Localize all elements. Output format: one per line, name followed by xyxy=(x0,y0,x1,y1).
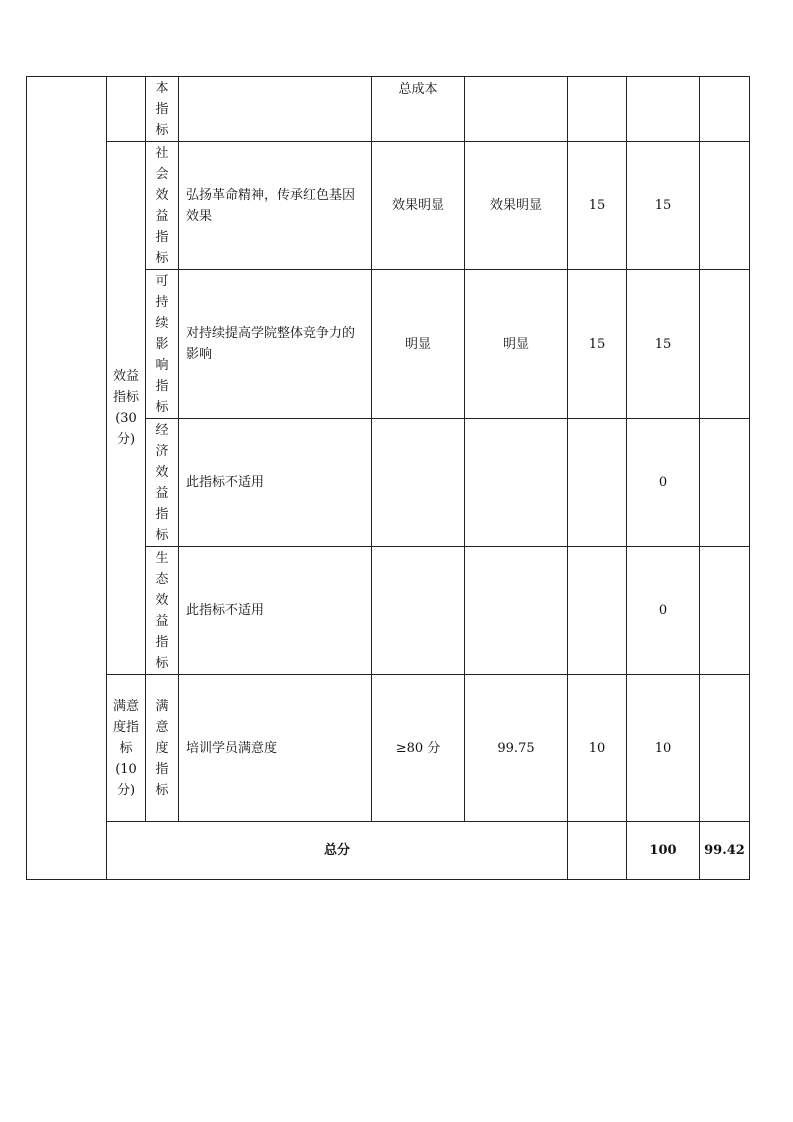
score-cell: 15 xyxy=(627,270,700,419)
score-cell: 15 xyxy=(627,142,700,270)
indicator-cell: 培训学员满意度 xyxy=(179,675,372,822)
weight-cell xyxy=(568,419,627,547)
actual-value-cell: 效果明显 xyxy=(465,142,568,270)
table-row-social xyxy=(27,142,750,270)
indicator-cell xyxy=(179,77,372,142)
note-cell xyxy=(700,142,750,270)
category-cell-blank xyxy=(27,77,107,880)
sub-indicator-label: 生态效益指标 xyxy=(146,547,179,675)
note-cell xyxy=(700,419,750,547)
performance-table xyxy=(26,76,750,880)
actual-value-cell: 明显 xyxy=(465,270,568,419)
score-cell: 0 xyxy=(627,419,700,547)
target-value-cell xyxy=(372,419,465,547)
actual-value-cell: 99.75 xyxy=(465,675,568,822)
note-cell xyxy=(700,270,750,419)
total-label: 总分 xyxy=(107,822,568,880)
actual-value-cell xyxy=(465,419,568,547)
note-cell xyxy=(700,77,750,142)
group-cell-blank xyxy=(107,77,146,142)
score-cell: 10 xyxy=(627,675,700,822)
table-row-total xyxy=(27,822,750,880)
group-label-satisfaction: 满意度指标(10分) xyxy=(107,675,146,822)
indicator-cell: 此指标不适用 xyxy=(179,419,372,547)
target-value-cell: ≥80 分 xyxy=(372,675,465,822)
total-weight-cell: 100 xyxy=(627,822,700,880)
weight-cell: 15 xyxy=(568,270,627,419)
target-value-cell: 效果明显 xyxy=(372,142,465,270)
sub-indicator-label: 本指标 xyxy=(146,77,179,142)
target-value-cell: 明显 xyxy=(372,270,465,419)
target-value-cell: 总成本 xyxy=(372,77,465,142)
actual-value-cell xyxy=(465,77,568,142)
sub-indicator-label: 社会效益指标 xyxy=(146,142,179,270)
indicator-cell: 弘扬革命精神，传承红色基因效果 xyxy=(179,142,372,270)
weight-cell: 10 xyxy=(568,675,627,822)
indicator-cell: 对持续提高学院整体竞争力的影响 xyxy=(179,270,372,419)
weight-cell: 15 xyxy=(568,142,627,270)
total-score-cell: 99.42 xyxy=(700,822,750,880)
score-cell xyxy=(627,77,700,142)
indicator-cell: 此指标不适用 xyxy=(179,547,372,675)
table-row-cost xyxy=(27,77,750,142)
group-label-benefit: 效益指标(30分) xyxy=(107,142,146,675)
table-row-satisfaction xyxy=(27,675,750,822)
total-actual-cell xyxy=(568,822,627,880)
weight-cell xyxy=(568,547,627,675)
sub-indicator-label: 满意度指标 xyxy=(146,675,179,822)
sub-indicator-label: 可持续影响指标 xyxy=(146,270,179,419)
target-value-cell xyxy=(372,547,465,675)
actual-value-cell xyxy=(465,547,568,675)
weight-cell xyxy=(568,77,627,142)
score-cell: 0 xyxy=(627,547,700,675)
note-cell xyxy=(700,547,750,675)
note-cell xyxy=(700,675,750,822)
sub-indicator-label: 经济效益指标 xyxy=(146,419,179,547)
